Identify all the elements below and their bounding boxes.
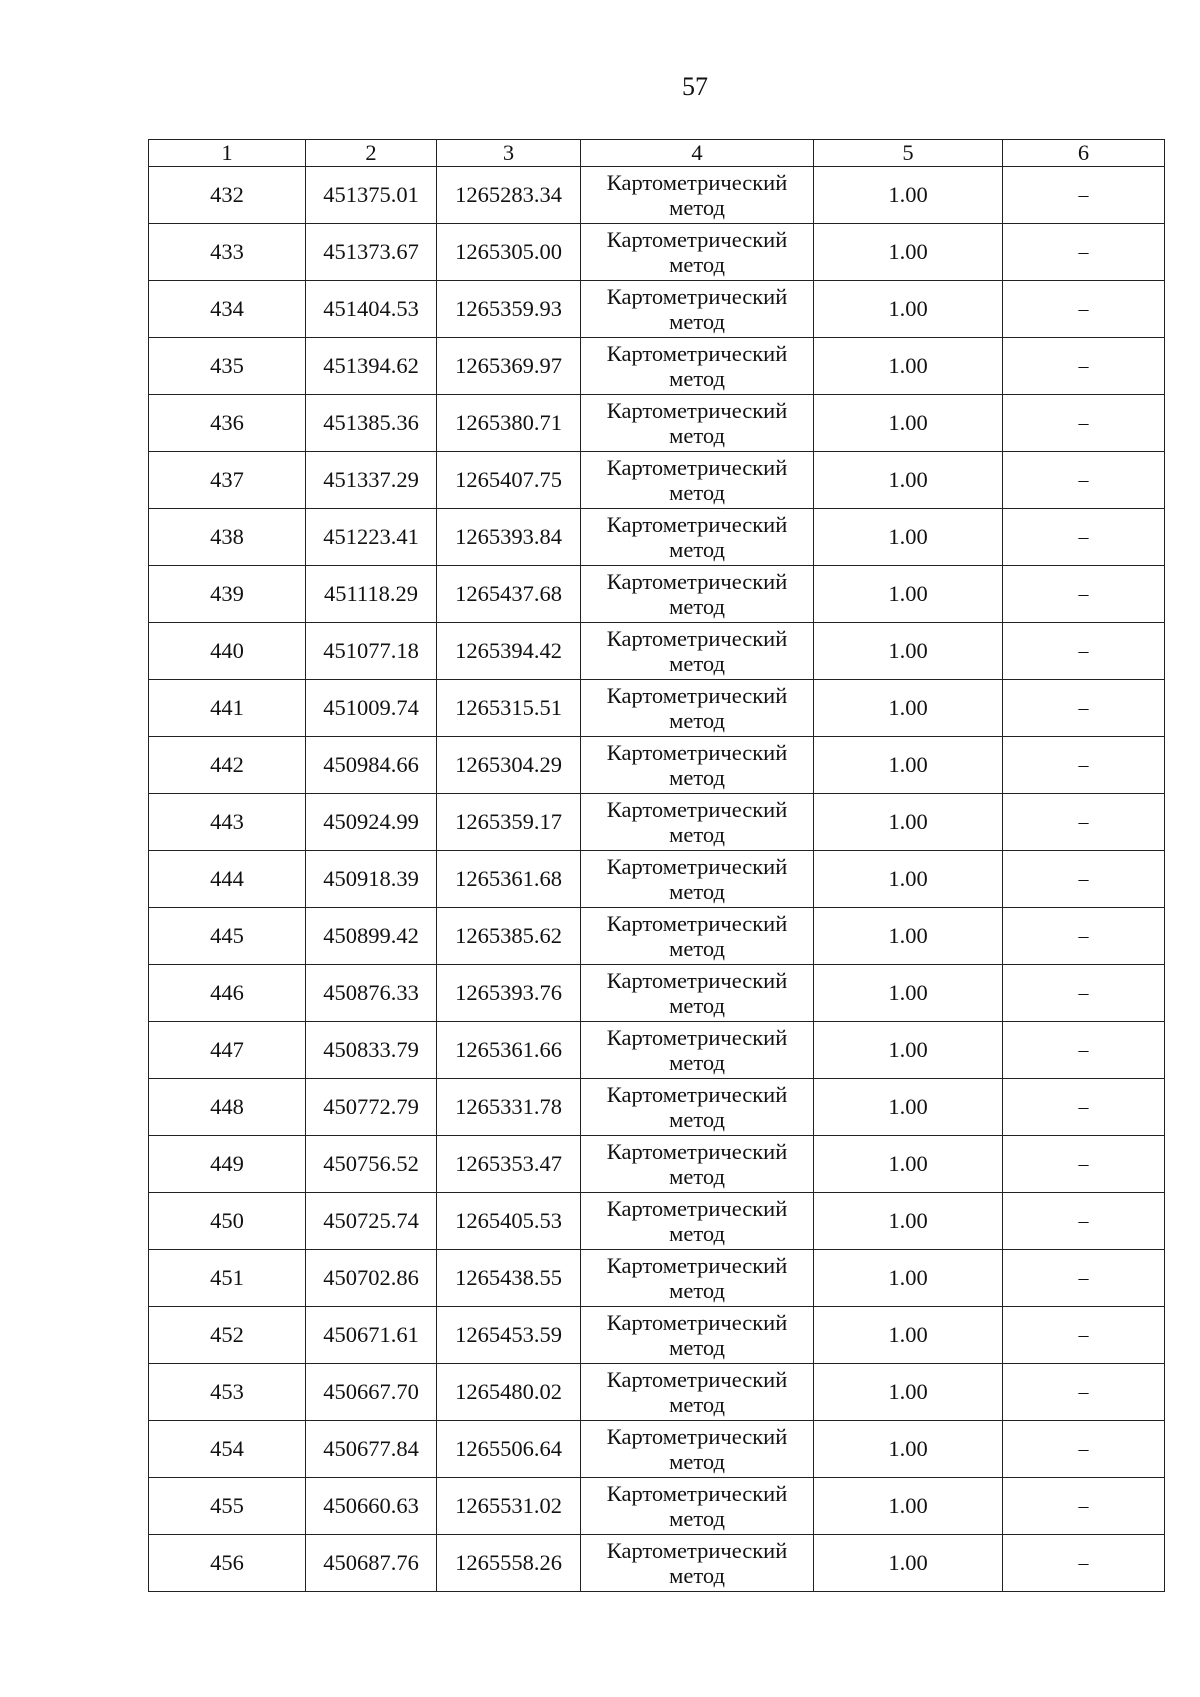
x-coordinate-cell: 451385.36 <box>306 395 437 452</box>
x-coordinate-cell: 450671.61 <box>306 1307 437 1364</box>
x-coordinate-cell: 450756.52 <box>306 1136 437 1193</box>
accuracy-cell: 1.00 <box>814 794 1003 851</box>
accuracy-cell: 1.00 <box>814 509 1003 566</box>
accuracy-cell: 1.00 <box>814 338 1003 395</box>
accuracy-cell: 1.00 <box>814 281 1003 338</box>
method-cell <box>581 1364 814 1421</box>
x-coordinate-cell: 450876.33 <box>306 965 437 1022</box>
method-line-2: метод <box>669 651 725 676</box>
point-number-cell: 452 <box>149 1307 306 1364</box>
header-row <box>149 140 1165 167</box>
point-number-cell: 433 <box>149 224 306 281</box>
method-line-2: метод <box>669 765 725 790</box>
method-line-1: Картометрический <box>606 740 788 765</box>
method-line-1: Картометрический <box>606 797 788 822</box>
y-coordinate-cell: 1265531.02 <box>437 1478 581 1535</box>
method-line-1: Картометрический <box>606 854 788 879</box>
method-line-2: метод <box>669 252 725 277</box>
point-number-cell: 438 <box>149 509 306 566</box>
method-cell <box>581 1193 814 1250</box>
x-coordinate-cell: 451118.29 <box>306 566 437 623</box>
point-number-cell: 440 <box>149 623 306 680</box>
method-line-1: Картометрический <box>606 1424 788 1449</box>
table-row <box>149 623 1165 680</box>
method-cell <box>581 737 814 794</box>
method-line-2: метод <box>669 537 725 562</box>
point-number-cell: 446 <box>149 965 306 1022</box>
table-row <box>149 452 1165 509</box>
method-line-1: Картометрический <box>606 1025 788 1050</box>
description-cell: – <box>1003 1307 1165 1364</box>
description-cell: – <box>1003 167 1165 224</box>
coordinates-table <box>148 139 1165 1592</box>
description-cell: – <box>1003 965 1165 1022</box>
header-col-3: 3 <box>437 140 581 167</box>
table-row <box>149 1535 1165 1592</box>
table-row <box>149 281 1165 338</box>
y-coordinate-cell: 1265305.00 <box>437 224 581 281</box>
method-line-2: метод <box>669 195 725 220</box>
description-cell: – <box>1003 1136 1165 1193</box>
method-line-2: метод <box>669 879 725 904</box>
y-coordinate-cell: 1265359.93 <box>437 281 581 338</box>
method-line-1: Картометрический <box>606 1196 788 1221</box>
table-row <box>149 1079 1165 1136</box>
x-coordinate-cell: 451404.53 <box>306 281 437 338</box>
description-cell: – <box>1003 851 1165 908</box>
accuracy-cell: 1.00 <box>814 566 1003 623</box>
point-number-cell: 448 <box>149 1079 306 1136</box>
x-coordinate-cell: 451375.01 <box>306 167 437 224</box>
y-coordinate-cell: 1265359.17 <box>437 794 581 851</box>
x-coordinate-cell: 450660.63 <box>306 1478 437 1535</box>
table-row <box>149 851 1165 908</box>
accuracy-cell: 1.00 <box>814 1079 1003 1136</box>
table-row <box>149 167 1165 224</box>
y-coordinate-cell: 1265393.76 <box>437 965 581 1022</box>
point-number-cell: 456 <box>149 1535 306 1592</box>
y-coordinate-cell: 1265437.68 <box>437 566 581 623</box>
description-cell: – <box>1003 509 1165 566</box>
table-row <box>149 737 1165 794</box>
table-row <box>149 338 1165 395</box>
table-row <box>149 1364 1165 1421</box>
description-cell: – <box>1003 623 1165 680</box>
accuracy-cell: 1.00 <box>814 851 1003 908</box>
y-coordinate-cell: 1265353.47 <box>437 1136 581 1193</box>
point-number-cell: 437 <box>149 452 306 509</box>
method-line-2: метод <box>669 1392 725 1417</box>
accuracy-cell: 1.00 <box>814 452 1003 509</box>
point-number-cell: 455 <box>149 1478 306 1535</box>
x-coordinate-cell: 450833.79 <box>306 1022 437 1079</box>
accuracy-cell: 1.00 <box>814 1193 1003 1250</box>
method-line-2: метод <box>669 1278 725 1303</box>
method-cell <box>581 851 814 908</box>
table-row <box>149 908 1165 965</box>
description-cell: – <box>1003 224 1165 281</box>
description-cell: – <box>1003 1364 1165 1421</box>
method-line-1: Картометрический <box>606 968 788 993</box>
y-coordinate-cell: 1265480.02 <box>437 1364 581 1421</box>
method-cell <box>581 395 814 452</box>
method-cell <box>581 1307 814 1364</box>
accuracy-cell: 1.00 <box>814 1136 1003 1193</box>
method-cell <box>581 167 814 224</box>
method-line-1: Картометрический <box>606 683 788 708</box>
table-row <box>149 1022 1165 1079</box>
method-line-2: метод <box>669 1164 725 1189</box>
method-cell <box>581 566 814 623</box>
accuracy-cell: 1.00 <box>814 965 1003 1022</box>
method-cell <box>581 452 814 509</box>
method-cell <box>581 338 814 395</box>
point-number-cell: 454 <box>149 1421 306 1478</box>
x-coordinate-cell: 450918.39 <box>306 851 437 908</box>
method-line-1: Картометрический <box>606 227 788 252</box>
y-coordinate-cell: 1265385.62 <box>437 908 581 965</box>
table-row <box>149 1307 1165 1364</box>
method-line-1: Картометрический <box>606 911 788 936</box>
point-number-cell: 432 <box>149 167 306 224</box>
method-line-1: Картометрический <box>606 1367 788 1392</box>
description-cell: – <box>1003 1478 1165 1535</box>
x-coordinate-cell: 451009.74 <box>306 680 437 737</box>
method-line-1: Картометрический <box>606 1082 788 1107</box>
accuracy-cell: 1.00 <box>814 1307 1003 1364</box>
description-cell: – <box>1003 1250 1165 1307</box>
method-line-2: метод <box>669 1563 725 1588</box>
method-line-1: Картометрический <box>606 341 788 366</box>
y-coordinate-cell: 1265331.78 <box>437 1079 581 1136</box>
accuracy-cell: 1.00 <box>814 1535 1003 1592</box>
point-number-cell: 439 <box>149 566 306 623</box>
x-coordinate-cell: 451373.67 <box>306 224 437 281</box>
point-number-cell: 435 <box>149 338 306 395</box>
point-number-cell: 450 <box>149 1193 306 1250</box>
method-line-1: Картометрический <box>606 1253 788 1278</box>
accuracy-cell: 1.00 <box>814 395 1003 452</box>
accuracy-cell: 1.00 <box>814 908 1003 965</box>
x-coordinate-cell: 451223.41 <box>306 509 437 566</box>
method-line-2: метод <box>669 993 725 1018</box>
method-line-2: метод <box>669 708 725 733</box>
description-cell: – <box>1003 1022 1165 1079</box>
method-line-1: Картометрический <box>606 284 788 309</box>
description-cell: – <box>1003 680 1165 737</box>
point-number-cell: 447 <box>149 1022 306 1079</box>
header-col-1: 1 <box>149 140 306 167</box>
method-line-2: метод <box>669 309 725 334</box>
accuracy-cell: 1.00 <box>814 1478 1003 1535</box>
description-cell: – <box>1003 1193 1165 1250</box>
method-line-2: метод <box>669 1050 725 1075</box>
method-line-1: Картометрический <box>606 455 788 480</box>
x-coordinate-cell: 450702.86 <box>306 1250 437 1307</box>
coordinates-table-container <box>148 139 1164 1592</box>
y-coordinate-cell: 1265558.26 <box>437 1535 581 1592</box>
x-coordinate-cell: 450984.66 <box>306 737 437 794</box>
y-coordinate-cell: 1265361.68 <box>437 851 581 908</box>
x-coordinate-cell: 450667.70 <box>306 1364 437 1421</box>
method-cell <box>581 965 814 1022</box>
x-coordinate-cell: 450677.84 <box>306 1421 437 1478</box>
method-line-1: Картометрический <box>606 1538 788 1563</box>
y-coordinate-cell: 1265369.97 <box>437 338 581 395</box>
description-cell: – <box>1003 737 1165 794</box>
table-row <box>149 566 1165 623</box>
method-line-2: метод <box>669 1506 725 1531</box>
method-cell <box>581 908 814 965</box>
method-line-2: метод <box>669 936 725 961</box>
x-coordinate-cell: 450772.79 <box>306 1079 437 1136</box>
point-number-cell: 443 <box>149 794 306 851</box>
method-line-1: Картометрический <box>606 626 788 651</box>
description-cell: – <box>1003 908 1165 965</box>
point-number-cell: 451 <box>149 1250 306 1307</box>
x-coordinate-cell: 450725.74 <box>306 1193 437 1250</box>
table-row <box>149 395 1165 452</box>
table-row <box>149 1136 1165 1193</box>
y-coordinate-cell: 1265304.29 <box>437 737 581 794</box>
header-col-5: 5 <box>814 140 1003 167</box>
y-coordinate-cell: 1265283.34 <box>437 167 581 224</box>
method-line-1: Картометрический <box>606 569 788 594</box>
point-number-cell: 453 <box>149 1364 306 1421</box>
method-line-1: Картометрический <box>606 1139 788 1164</box>
y-coordinate-cell: 1265361.66 <box>437 1022 581 1079</box>
y-coordinate-cell: 1265394.42 <box>437 623 581 680</box>
description-cell: – <box>1003 1421 1165 1478</box>
method-cell <box>581 1079 814 1136</box>
method-line-2: метод <box>669 1449 725 1474</box>
y-coordinate-cell: 1265380.71 <box>437 395 581 452</box>
method-cell <box>581 509 814 566</box>
method-line-2: метод <box>669 1221 725 1246</box>
table-row <box>149 680 1165 737</box>
page-number: 57 <box>682 72 708 101</box>
header-col-4: 4 <box>581 140 814 167</box>
point-number-cell: 441 <box>149 680 306 737</box>
accuracy-cell: 1.00 <box>814 1364 1003 1421</box>
y-coordinate-cell: 1265393.84 <box>437 509 581 566</box>
description-cell: – <box>1003 452 1165 509</box>
table-row <box>149 965 1165 1022</box>
method-cell <box>581 794 814 851</box>
method-line-1: Картометрический <box>606 170 788 195</box>
accuracy-cell: 1.00 <box>814 623 1003 680</box>
method-cell <box>581 680 814 737</box>
description-cell: – <box>1003 1535 1165 1592</box>
table-body <box>149 167 1165 1592</box>
point-number-cell: 436 <box>149 395 306 452</box>
method-line-2: метод <box>669 480 725 505</box>
accuracy-cell: 1.00 <box>814 737 1003 794</box>
table-row <box>149 1421 1165 1478</box>
method-line-1: Картометрический <box>606 1481 788 1506</box>
method-cell <box>581 1136 814 1193</box>
method-cell <box>581 281 814 338</box>
method-cell <box>581 1535 814 1592</box>
point-number-cell: 445 <box>149 908 306 965</box>
method-line-1: Картометрический <box>606 1310 788 1335</box>
accuracy-cell: 1.00 <box>814 1022 1003 1079</box>
y-coordinate-cell: 1265405.53 <box>437 1193 581 1250</box>
y-coordinate-cell: 1265407.75 <box>437 452 581 509</box>
accuracy-cell: 1.00 <box>814 224 1003 281</box>
description-cell: – <box>1003 794 1165 851</box>
method-line-2: метод <box>669 822 725 847</box>
x-coordinate-cell: 450687.76 <box>306 1535 437 1592</box>
table-row <box>149 1193 1165 1250</box>
x-coordinate-cell: 451077.18 <box>306 623 437 680</box>
x-coordinate-cell: 450924.99 <box>306 794 437 851</box>
x-coordinate-cell: 450899.42 <box>306 908 437 965</box>
accuracy-cell: 1.00 <box>814 680 1003 737</box>
method-cell <box>581 1022 814 1079</box>
method-line-2: метод <box>669 423 725 448</box>
table-row <box>149 1250 1165 1307</box>
description-cell: – <box>1003 566 1165 623</box>
description-cell: – <box>1003 1079 1165 1136</box>
y-coordinate-cell: 1265506.64 <box>437 1421 581 1478</box>
description-cell: – <box>1003 281 1165 338</box>
method-line-2: метод <box>669 1107 725 1132</box>
x-coordinate-cell: 451337.29 <box>306 452 437 509</box>
method-line-1: Картометрический <box>606 512 788 537</box>
table-row <box>149 509 1165 566</box>
y-coordinate-cell: 1265315.51 <box>437 680 581 737</box>
point-number-cell: 442 <box>149 737 306 794</box>
method-line-2: метод <box>669 1335 725 1360</box>
accuracy-cell: 1.00 <box>814 167 1003 224</box>
method-line-2: метод <box>669 366 725 391</box>
table-row <box>149 224 1165 281</box>
y-coordinate-cell: 1265438.55 <box>437 1250 581 1307</box>
method-cell <box>581 1478 814 1535</box>
table-header <box>149 140 1165 167</box>
method-line-1: Картометрический <box>606 398 788 423</box>
description-cell: – <box>1003 395 1165 452</box>
y-coordinate-cell: 1265453.59 <box>437 1307 581 1364</box>
table-row <box>149 1478 1165 1535</box>
accuracy-cell: 1.00 <box>814 1421 1003 1478</box>
point-number-cell: 449 <box>149 1136 306 1193</box>
x-coordinate-cell: 451394.62 <box>306 338 437 395</box>
table-row <box>149 794 1165 851</box>
method-cell <box>581 224 814 281</box>
point-number-cell: 434 <box>149 281 306 338</box>
method-cell <box>581 1250 814 1307</box>
description-cell: – <box>1003 338 1165 395</box>
accuracy-cell: 1.00 <box>814 1250 1003 1307</box>
header-col-2: 2 <box>306 140 437 167</box>
method-line-2: метод <box>669 594 725 619</box>
method-cell <box>581 623 814 680</box>
header-col-6: 6 <box>1003 140 1165 167</box>
point-number-cell: 444 <box>149 851 306 908</box>
method-cell <box>581 1421 814 1478</box>
